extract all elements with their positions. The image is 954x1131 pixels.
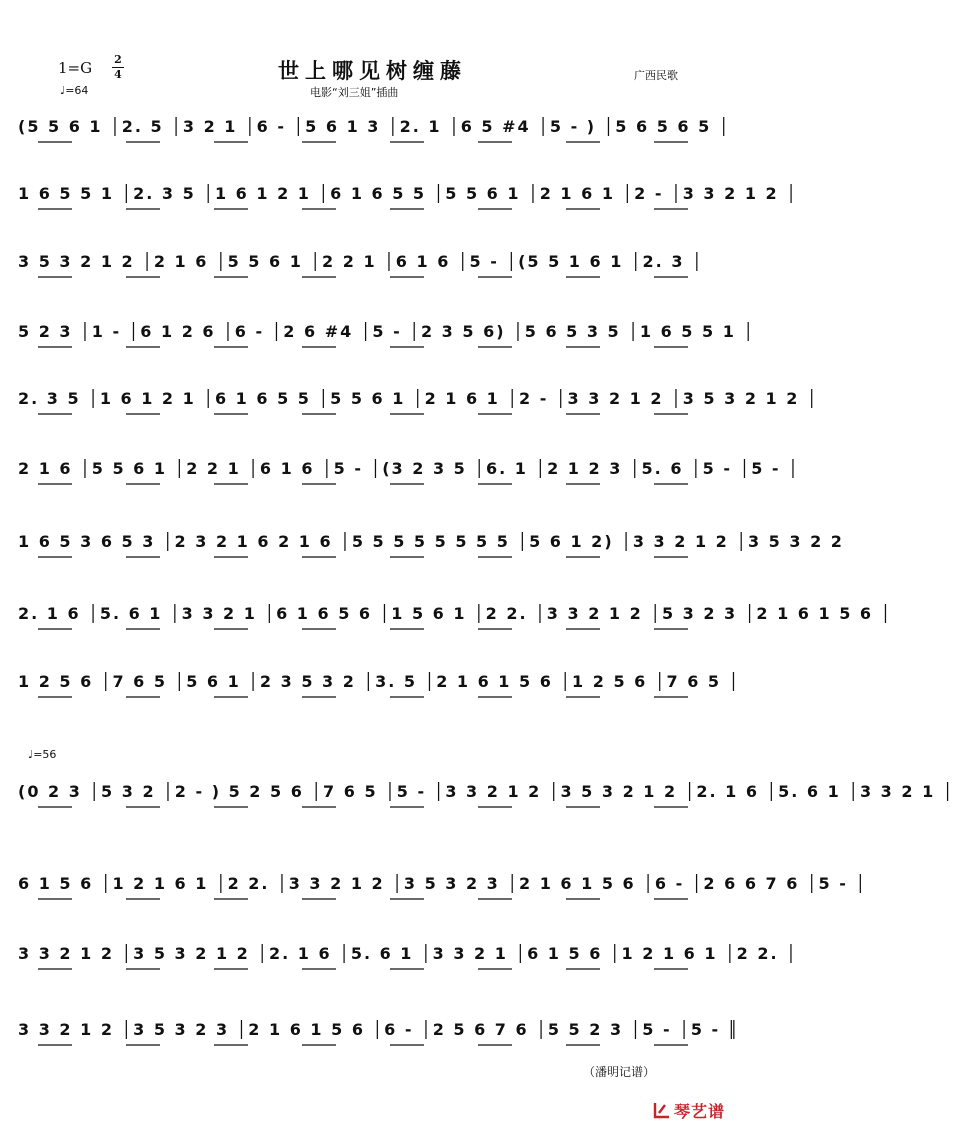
- site-logo: [652, 1098, 744, 1122]
- notation-row: [18, 660, 741, 706]
- notation-text: 1 2 5 6 │7 6 5 │5 6 1 │2 3 5 3 2 │3. 5 │2 1 6 1 5 6 │1 2 5 6 │7 6 5 │: [18, 672, 741, 691]
- notation-text: 2. 1 6 │5. 6 1 │3 3 2 1 │6 1 6 5 6 │1 5 6 1 │2 2. │3 3 2 1 2 │5 3 2 3 │2 1 6 1 5 6 │: [18, 604, 893, 623]
- notation-row: [18, 932, 798, 978]
- notation-text: (0 2 3 │5 3 2 │2 - ) 5 2 5 6 │7 6 5 │5 - │3 3 2 1 2 │3 5 3 2 1 2 │2. 1 6 │5. 6 1 │3 3 2 1 │: [18, 782, 954, 801]
- notation-text: 3 5 3 2 1 2 │2 1 6 │5 5 6 1 │2 2 1 │6 1 6 │5 - │(5 5 1 6 1 │2. 3 │: [18, 252, 704, 271]
- time-signature-bottom: 4: [114, 68, 122, 81]
- notation-text: 6 1 5 6 │1 2 1 6 1 │2 2. │3 3 2 1 2 │3 5 3 2 3 │2 1 6 1 5 6 │6 - │2 6 6 7 6 │5 - │: [18, 874, 868, 893]
- transcriber-credit: （潘明记谱）: [583, 1065, 656, 1079]
- notation-row: [18, 172, 798, 218]
- notation-text: 2. 3 5 │1 6 1 2 1 │6 1 6 5 5 │5 5 6 1 │2 1 6 1 │2 - │3 3 2 1 2 │3 5 3 2 1 2 │: [18, 389, 819, 408]
- underline-marks: [18, 105, 734, 151]
- notation-row: [18, 240, 734, 286]
- underline-marks: [18, 447, 800, 493]
- underline-marks: [18, 770, 954, 816]
- song-subtitle: 电影“刘三姐”插曲: [310, 86, 399, 99]
- notation-row: [18, 520, 844, 566]
- notation-text: 3 3 2 1 2 │3 5 3 2 1 2 │2. 1 6 │5. 6 1 │3 3 2 1 │6 1 5 6 │1 2 1 6 1 │2 2. │: [18, 944, 798, 963]
- underline-marks: [18, 240, 734, 286]
- notation-row: [18, 105, 734, 151]
- time-signature: [112, 54, 124, 81]
- notation-row: [18, 447, 800, 493]
- time-signature-top: 2: [114, 53, 122, 66]
- notation-text: (5 5 6 1 │2. 5 │3 2 1 │6 - │5 6 1 3 │2. 1 │6 5 #4 │5 - ) │5 6 5 6 5 │: [18, 117, 731, 136]
- notation-row: [18, 592, 893, 638]
- tempo-marking: ♩=64: [60, 84, 89, 97]
- underline-marks: [18, 660, 741, 706]
- underline-marks: [18, 172, 798, 218]
- logo-text: 琴艺谱: [674, 1101, 726, 1121]
- notation-row: [18, 377, 819, 423]
- notation-text: 3 3 2 1 2 │3 5 3 2 3 │2 1 6 1 5 6 │6 - │2 5 6 7 6 │5 5 2 3 │5 - │5 - ║: [18, 1020, 740, 1039]
- underline-marks: [18, 377, 819, 423]
- underline-marks: [18, 932, 798, 978]
- qinyipu-logo-icon: [652, 1100, 672, 1120]
- underline-marks: [18, 520, 844, 566]
- song-origin: 广西民歌: [634, 69, 678, 82]
- underline-marks: [18, 1008, 740, 1054]
- underline-marks: [18, 862, 868, 908]
- tempo-change: ♩=56: [28, 748, 57, 761]
- key-signature: 1=G: [58, 59, 93, 77]
- song-title: 世上哪见树缠藤: [278, 58, 467, 83]
- notation-row: [18, 1008, 740, 1054]
- underline-marks: [18, 592, 893, 638]
- notation-text: 2 1 6 │5 5 6 1 │2 2 1 │6 1 6 │5 - │(3 2 3 5 │6. 1 │2 1 2 3 │5. 6 │5 - │5 - │: [18, 459, 800, 478]
- notation-text: 1 6 5 3 6 5 3 │2 3 2 1 6 2 1 6 │5 5 5 5 5 5 5 5 │5 6 1 2) │3 3 2 1 2 │3 5 3 2 2: [18, 532, 844, 551]
- notation-text: 5 2 3 │1 - │6 1 2 6 │6 - │2 6 #4 │5 - │2 3 5 6) │5 6 5 3 5 │1 6 5 5 1 │: [18, 322, 756, 341]
- notation-row: [18, 310, 756, 356]
- underline-marks: [18, 310, 756, 356]
- notation-row: [18, 862, 868, 908]
- notation-text: 1 6 5 5 1 │2. 3 5 │1 6 1 2 1 │6 1 6 5 5 │5 5 6 1 │2 1 6 1 │2 - │3 3 2 1 2 │: [18, 184, 798, 203]
- notation-row: [18, 748, 954, 816]
